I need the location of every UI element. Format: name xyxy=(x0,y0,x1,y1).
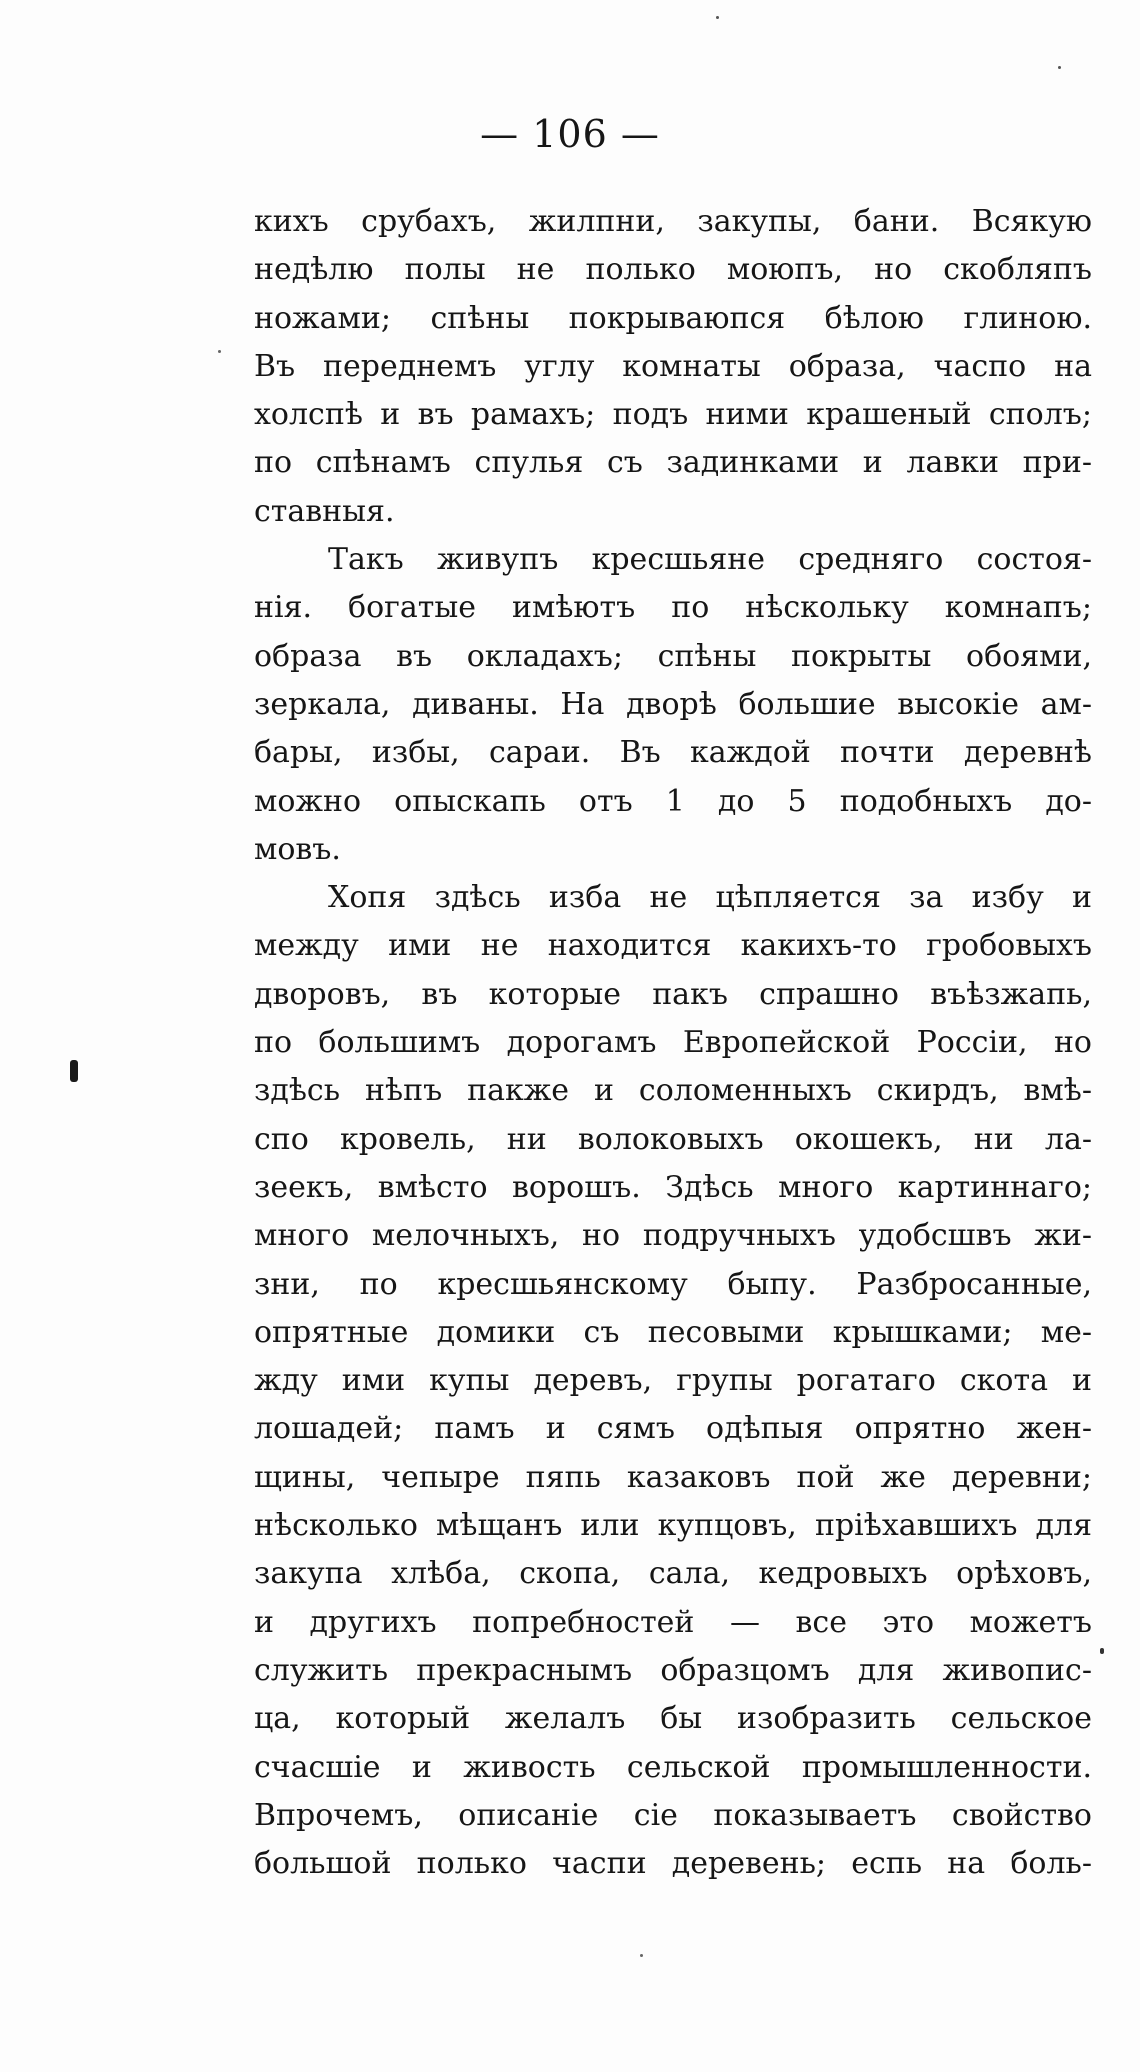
ink-speck xyxy=(716,16,719,19)
ink-speck xyxy=(218,350,221,353)
text-line: ца, который желалъ бы изобразить сельское xyxy=(254,1701,1092,1737)
text-line: ножами; спѣны покрываюпся бѣлою глиною. xyxy=(254,300,1092,336)
text-line: можно опыскапь отъ 1 до 5 подобныхъ до- xyxy=(254,783,1092,819)
ink-speck xyxy=(1100,1648,1104,1654)
page-number: — 106 — xyxy=(480,112,660,156)
text-line: здѣсь нѣпъ пакже и соломенныхъ скирдъ, вмѣ- xyxy=(254,1073,1092,1109)
text-line: зеркала, диваны. На дворѣ большие высокіе ам- xyxy=(254,686,1092,722)
text-line: нія. богатые имѣютъ по нѣскольку комнапъ; xyxy=(254,590,1092,626)
text-line: зни, по кресшьянскому быпу. Разбросанные, xyxy=(254,1266,1092,1302)
text-line: служить прекраснымъ образцомъ для живопис- xyxy=(254,1652,1092,1688)
text-line: между ими не находится какихъ-то гробовыхъ xyxy=(254,928,1092,964)
text-line: опрятные домики съ песовыми крышками; ме- xyxy=(254,1314,1092,1350)
text-line: Такъ живупъ кресшьяне средняго состоя- xyxy=(328,542,1092,578)
ink-speck xyxy=(640,1954,643,1957)
text-line: по большимъ дорогамъ Европейской Россіи, но xyxy=(254,1025,1092,1061)
text-line: много мелочныхъ, но подручныхъ удобсшвъ жи- xyxy=(254,1218,1092,1254)
text-line: зеекъ, вмѣсто ворошъ. Здѣсь много картиннаго; xyxy=(254,1169,1092,1205)
text-line: спо кровель, ни волоковыхъ окошекъ, ни ла- xyxy=(254,1121,1092,1157)
text-line: счасшіе и живость сельской промышленности. xyxy=(254,1749,1092,1785)
text-line: и другихъ попребностей — все это можетъ xyxy=(254,1604,1092,1640)
text-line: лошадей; памъ и сямъ одѣпыя опрятно жен- xyxy=(254,1411,1092,1447)
text-line: ставныя. xyxy=(254,493,395,529)
body-text xyxy=(254,198,1092,1888)
text-line: недѣлю полы не полько моюпъ, но скобляпъ xyxy=(254,252,1092,288)
ink-speck xyxy=(1058,66,1061,69)
text-line: дворовъ, въ которые пакъ спрашно въѣзжапь, xyxy=(254,976,1092,1012)
text-line: Въ переднемъ углу комнаты образа, часпо на xyxy=(254,348,1092,384)
text-line: большой полько часпи деревень; еспь на боль- xyxy=(254,1846,1092,1882)
text-line: по спѣнамъ спулья съ задинками и лавки при- xyxy=(254,445,1092,481)
text-line: мовъ. xyxy=(254,831,341,867)
text-line: Впрочемъ, описаніе сіе показываетъ свойство xyxy=(254,1797,1092,1833)
text-line: жду ими купы деревъ, групы рогатаго скота и xyxy=(254,1363,1092,1399)
text-line: бары, избы, сараи. Въ каждой почти деревнѣ xyxy=(254,735,1092,771)
ink-speck xyxy=(70,1060,78,1082)
text-line: кихъ срубахъ, жилпни, закупы, бани. Всякую xyxy=(254,204,1092,239)
text-line: Хопя здѣсь изба не цѣпляется за избу и xyxy=(328,880,1092,916)
text-line: холспѣ и въ рамахъ; подъ ними крашеный сполъ; xyxy=(254,397,1092,433)
text-line: образа въ окладахъ; спѣны покрыты обоями, xyxy=(254,638,1092,674)
text-line: закупа хлѣба, скопа, сала, кедровыхъ орѣховъ, xyxy=(254,1556,1092,1592)
text-line: нѣсколько мѣщанъ или купцовъ, пріѣхавшихъ для xyxy=(254,1508,1092,1544)
text-line: щины, чепыре пяпь казаковъ пой же деревни; xyxy=(254,1459,1092,1495)
